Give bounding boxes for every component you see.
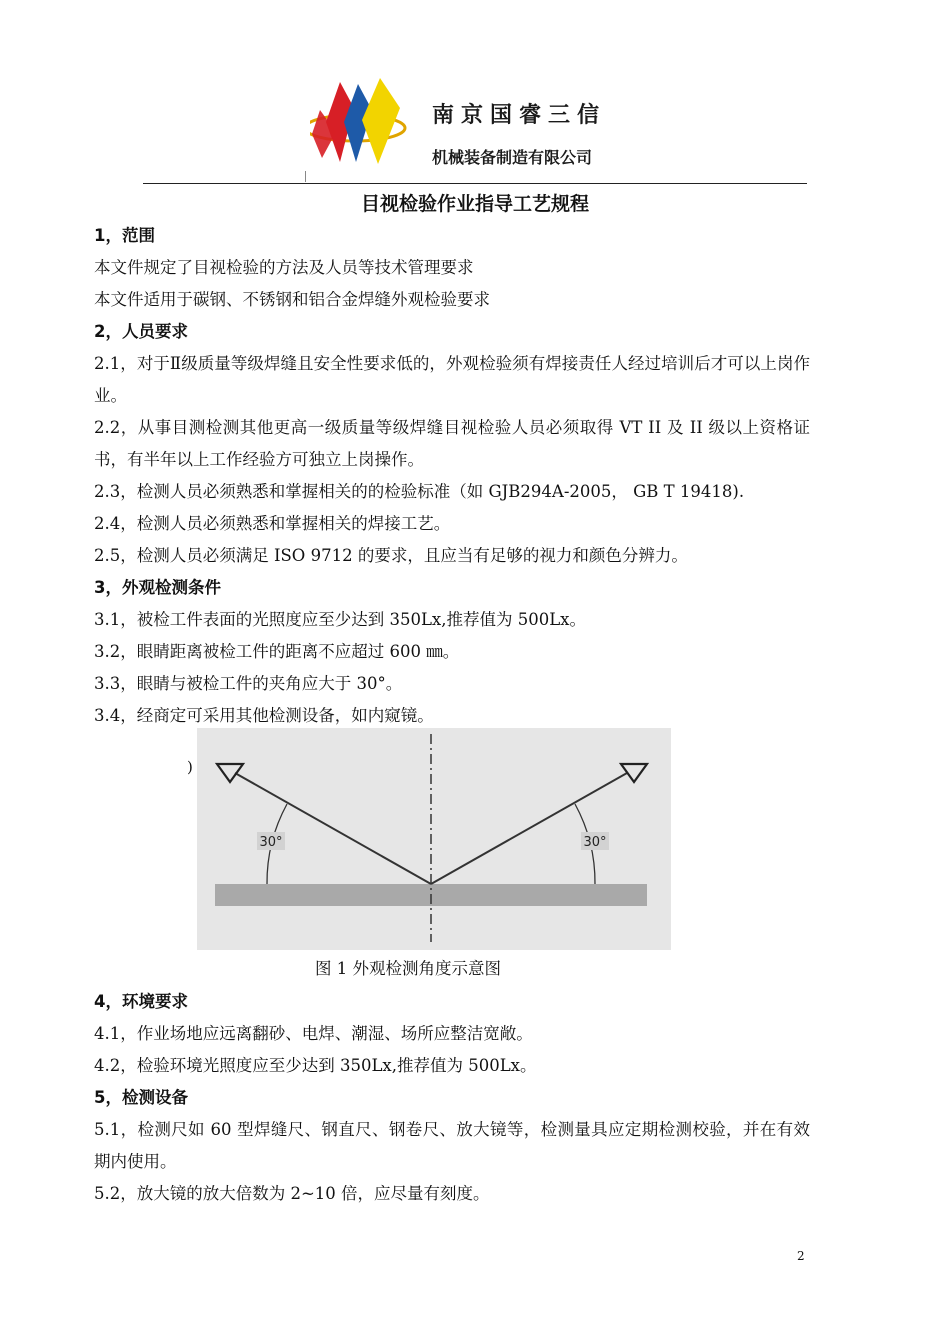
section-2-heading: 2，人员要求 [94, 322, 188, 341]
section-5-heading: 5，检测设备 [94, 1088, 188, 1107]
right-angle-label: 30° [583, 835, 607, 850]
stray-mark: ) [187, 758, 193, 776]
item-2-5: 2.5，检测人员必须满足 ISO 9712 的要求，且应当有足够的视力和颜色分辨力。 [94, 546, 688, 565]
item-2-4: 2.4，检测人员必须熟悉和掌握相关的焊接工艺。 [94, 514, 451, 533]
page-number: 2 [797, 1249, 805, 1263]
item-3-3: 3.3，眼睛与被检工件的夹角应大于 30°。 [94, 674, 403, 693]
left-angle-label: 30° [259, 835, 283, 850]
section-1-paragraph-2: 本文件适用于碳钢、不锈钢和铝合金焊缝外观检验要求 [94, 290, 490, 309]
item-2-2: 2.2，从事目测检测其他更高一级质量等级焊缝目视检验人员必须取得 VT II 及 II 级以上资格证书，有半年以上工作经验方可独立上岗操作。 [94, 418, 810, 469]
document-body-top [94, 220, 810, 732]
item-3-2: 3.2，眼睛距离被检工件的距离不应超过 600 ㎜。 [94, 642, 460, 661]
inspection-angle-figure [197, 728, 671, 950]
right-eye-symbol [621, 764, 647, 782]
item-4-2: 4.2，检验环境光照度应至少达到 350Lx,推荐值为 500Lx。 [94, 1056, 537, 1075]
header-divider [143, 183, 807, 184]
left-sight-line [235, 773, 431, 884]
section-1-paragraph-1: 本文件规定了目视检验的方法及人员等技术管理要求 [94, 258, 474, 277]
company-name: 南京国睿三信 [432, 103, 607, 128]
document-body-bottom [94, 986, 810, 1210]
item-5-2: 5.2，放大镜的放大倍数为 2~10 倍，应尽量有刻度。 [94, 1184, 490, 1203]
right-sight-line [431, 773, 627, 884]
item-3-1: 3.1，被检工件表面的光照度应至少达到 350Lx,推荐值为 500Lx。 [94, 610, 586, 629]
figure-caption: 图 1 外观检测角度示意图 [315, 959, 501, 978]
item-2-1: 2.1，对于Ⅱ级质量等级焊缝且安全性要求低的，外观检验须有焊接责任人经过培训后才可以上岗作业。 [94, 354, 810, 405]
item-5-1: 5.1，检测尺如 60 型焊缝尺、钢直尺、钢卷尺、放大镜等，检测量具应定期检测校验，并在有效期内使用。 [94, 1120, 810, 1171]
company-logo [310, 70, 410, 170]
document-title: 目视检验作业指导工艺规程 [360, 193, 589, 215]
item-4-1: 4.1，作业场地应远离翻砂、电焊、潮湿、场所应整洁宽敞。 [94, 1024, 533, 1043]
company-subtitle: 机械装备制造有限公司 [432, 148, 593, 167]
section-1-heading: 1，范围 [94, 226, 155, 245]
item-2-3: 2.3，检测人员必须熟悉和掌握相关的的检验标准（如 GJB294A-2005， GB T 19418). [94, 482, 745, 501]
left-eye-symbol [217, 764, 243, 782]
section-3-heading: 3，外观检测条件 [94, 578, 221, 597]
section-4-heading: 4，环境要求 [94, 992, 188, 1011]
header-tick-mark [305, 171, 306, 182]
item-3-4: 3.4，经商定可采用其他检测设备，如内窥镜。 [94, 706, 434, 725]
